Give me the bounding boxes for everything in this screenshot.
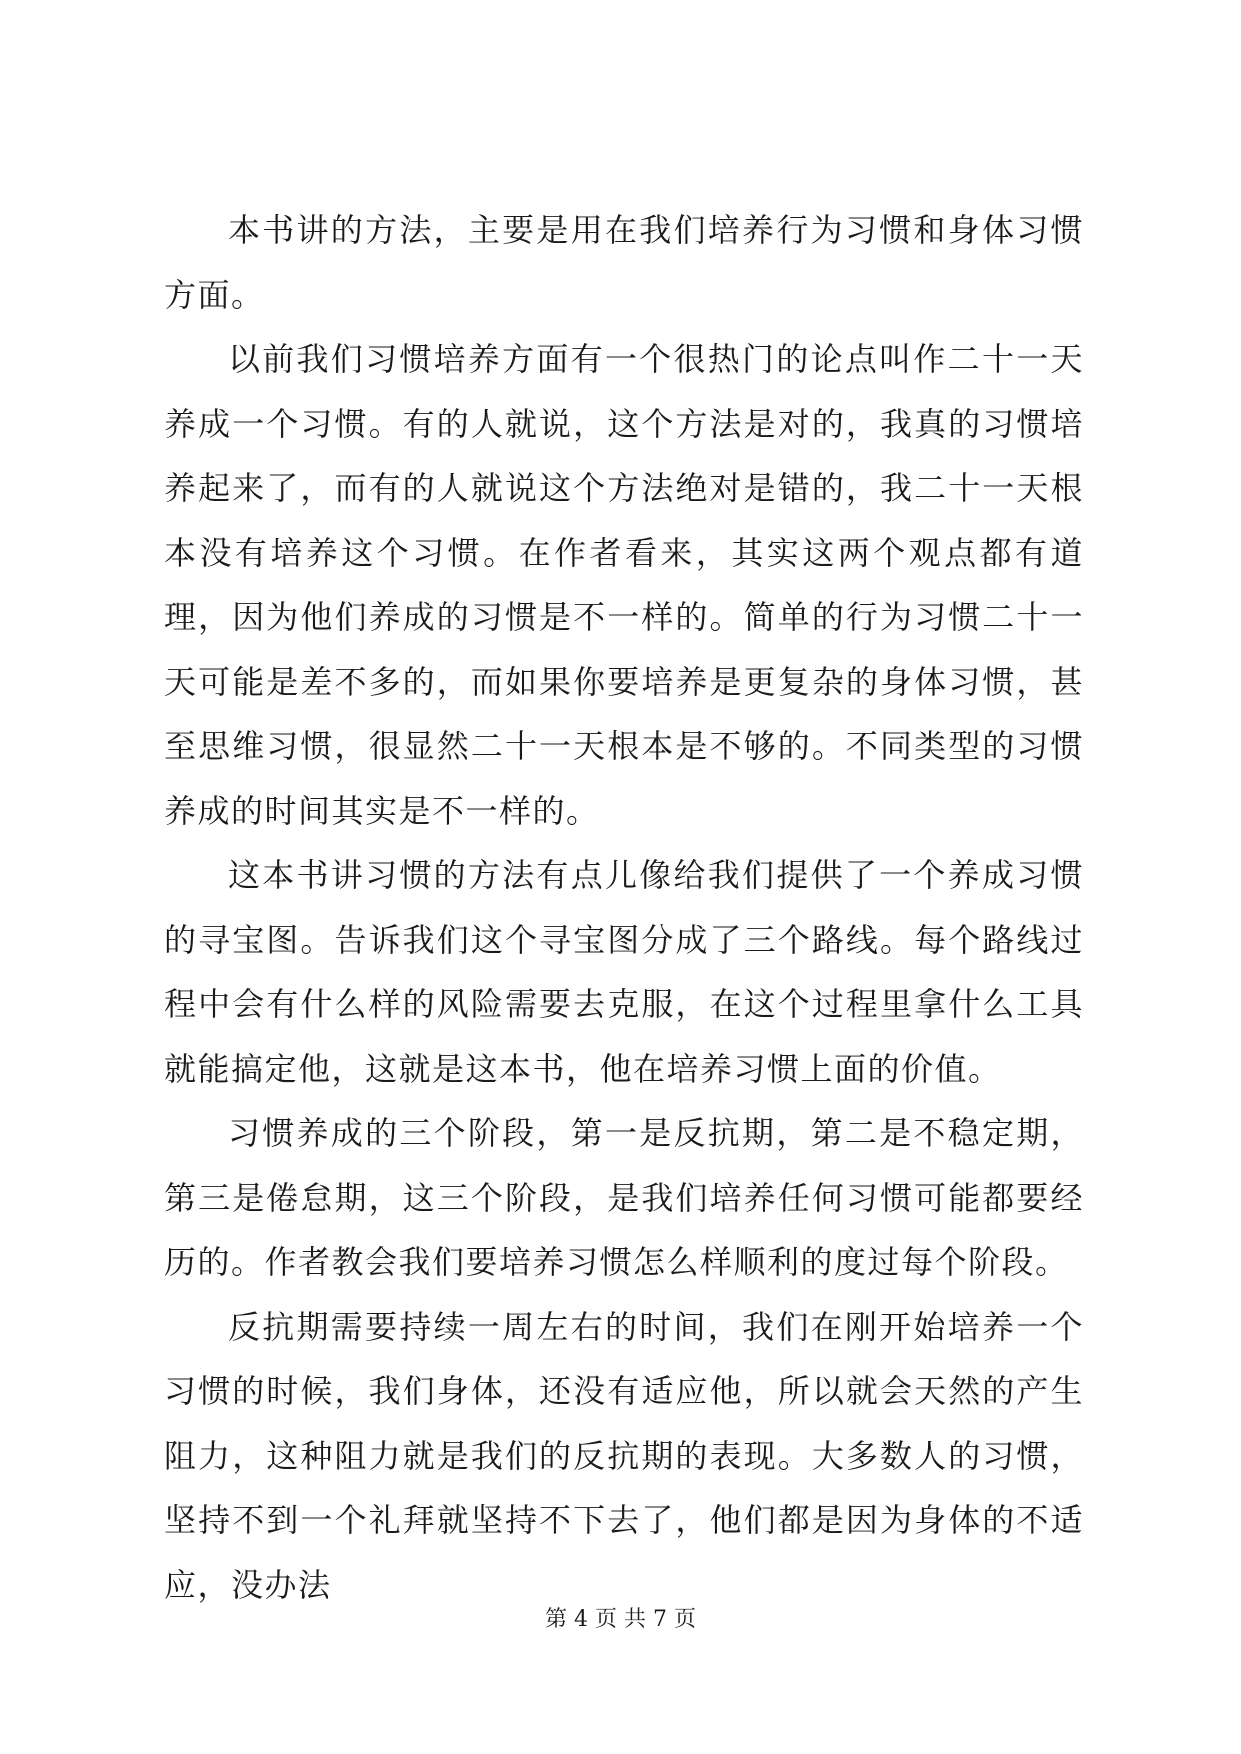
paragraph: 习惯养成的三个阶段，第一是反抗期，第二是不稳定期，第三是倦怠期，这三个阶段，是我们培养任何习惯可能都要经历的。作者教会我们要培养习惯怎么样顺利的度过每个阶段。 (164, 1114, 1084, 1281)
paragraph: 本书讲的方法，主要是用在我们培养行为习惯和身体习惯方面。 (164, 211, 1084, 314)
page-number-footer: 第 4 页 共 7 页 (545, 1607, 696, 1632)
paragraph: 这本书讲习惯的方法有点儿像给我们提供了一个养成习惯的寻宝图。告诉我们这个寻宝图分成了三个路线。每个路线过程中会有什么样的风险需要去克服，在这个过程里拿什么工具就能搞定他，这就是这本书，他在培养习惯上面的价值。 (164, 856, 1084, 1088)
paragraph: 以前我们习惯培养方面有一个很热门的论点叫作二十一天养成一个习惯。有的人就说，这个方法是对的，我真的习惯培养起来了，而有的人就说这个方法绝对是错的，我二十一天根本没有培养这个习惯。在作者看来，其实这两个观点都有道理，因为他们养成的习惯是不一样的。简单的行为习惯二十一天可能是差不多的，而如果你要培养是更复杂的身体习惯，甚至思维习惯，很显然二十一天根本是不够的。不同类型的习惯养成的时间其实是不一样的。 (164, 340, 1084, 830)
paragraph: 反抗期需要持续一周左右的时间，我们在刚开始培养一个习惯的时候，我们身体，还没有适应他，所以就会天然的产生阻力，这种阻力就是我们的反抗期的表现。大多数人的习惯，坚持不到一个礼拜就坚持不下去了，他们都是因为身体的不适应，没办法 (164, 1307, 1084, 1604)
document-body (164, 198, 1084, 1617)
